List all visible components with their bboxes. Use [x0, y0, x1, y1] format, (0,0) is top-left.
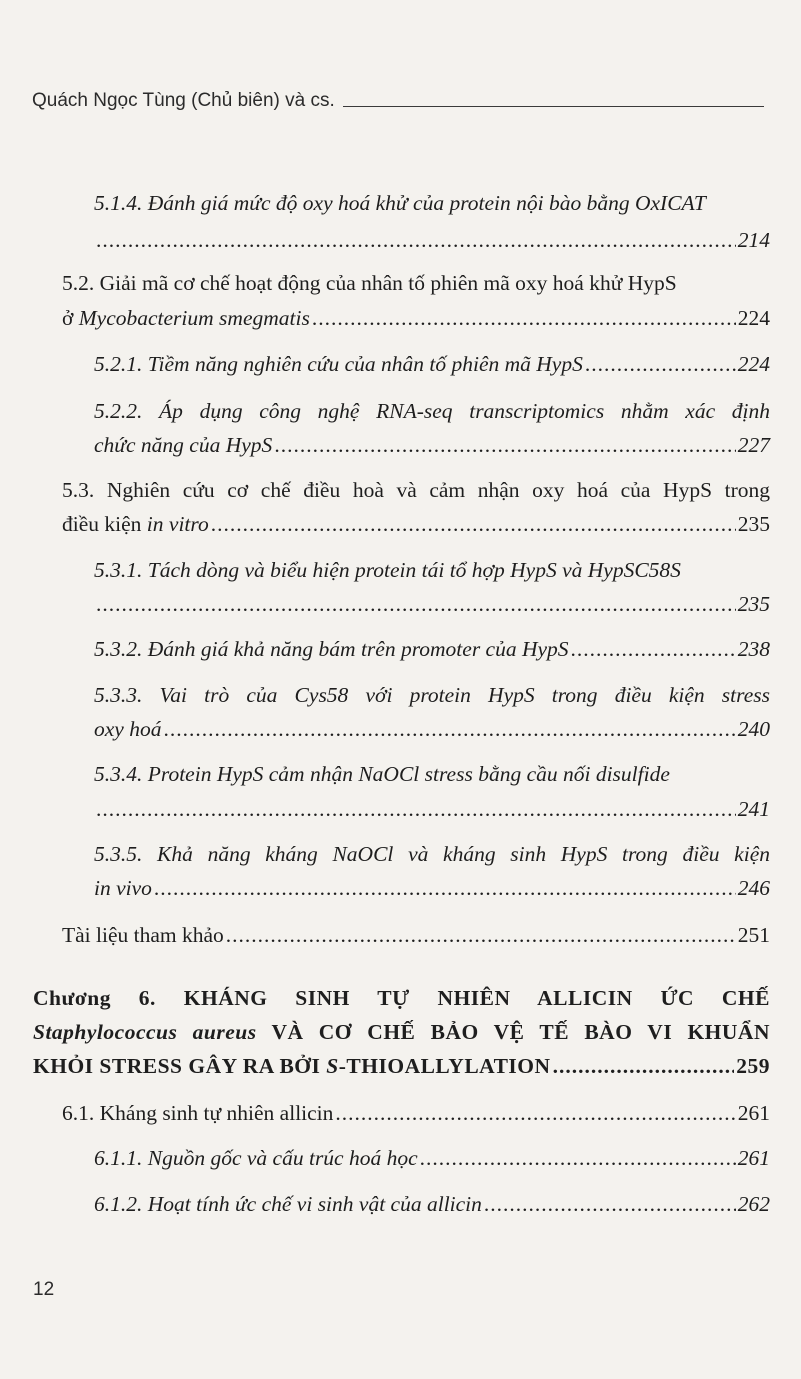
chapter-title: Chương 6. KHÁNG SINH TỰ NHIÊN ALLICIN ỨC CHẾ — [33, 986, 770, 1010]
toc-entry-title-cont: in vivo — [94, 876, 152, 900]
leader-dots — [211, 511, 736, 537]
toc-page-number: 238 — [737, 637, 770, 661]
toc-entry-title-cont: oxy hoá — [94, 717, 162, 741]
toc-entry-title: 5.2. Giải mã cơ chế hoạt động của nhân tố phiên mã oxy hoá khử HypS — [62, 271, 677, 295]
toc-entry-title: 6.1.2. Hoạt tính ức chế vi sinh vật của allicin — [94, 1192, 482, 1216]
toc-entry-5-2-line1 — [62, 270, 770, 296]
toc-entry-5-3-5-line1 — [94, 841, 770, 867]
leader-dots — [484, 1191, 736, 1217]
toc-page-number: 214 — [737, 228, 770, 252]
toc-page-number: 246 — [737, 876, 770, 900]
toc-entry-references — [62, 922, 770, 948]
toc-page-number: 224 — [737, 352, 770, 376]
leader-dots — [312, 305, 736, 331]
toc-page-number: 241 — [737, 797, 770, 821]
toc-entry-title-cont: chức năng của HypS — [94, 433, 273, 457]
toc-chapter-6-line3 — [33, 1053, 770, 1079]
toc-entry-5-3-4-line1 — [94, 761, 770, 787]
toc-entry-title: 6.1. Kháng sinh tự nhiên allicin — [62, 1101, 334, 1125]
toc-entry-title: 5.3. Nghiên cứu cơ chế điều hoà và cảm nhận oxy hoá của HypS trong — [62, 478, 770, 502]
toc-entry-title: 5.2.1. Tiềm năng nghiên cứu của nhân tố phiên mã HypS — [94, 352, 583, 376]
toc-entry-5-2-2-line2 — [94, 432, 770, 458]
leader-dots — [96, 796, 736, 822]
species-name: Staphylococcus aureus — [33, 1020, 257, 1044]
toc-page-number: 261 — [737, 1146, 770, 1170]
leader-dots — [226, 922, 736, 948]
toc-entry-6-1-2 — [94, 1191, 770, 1217]
toc-entry-5-3-2 — [94, 636, 770, 662]
toc-entry-6-1-1 — [94, 1145, 770, 1171]
leader-dots — [335, 1100, 735, 1126]
toc-entry-5-3-3-line1 — [94, 682, 770, 708]
toc-entry-title: 5.3.2. Đánh giá khả năng bám trên promoter của HypS — [94, 637, 569, 661]
toc-entry-5-3-5-line2 — [94, 875, 770, 901]
toc-entry-5-3-line1 — [62, 477, 770, 503]
toc-entry-6-1 — [62, 1100, 770, 1126]
toc-entry-title: 5.3.1. Tách dòng và biểu hiện protein tái tổ hợp HypS và HypSC58S — [94, 558, 681, 582]
header-rule — [343, 106, 764, 107]
page-number: 12 — [33, 1279, 55, 1300]
leader-dots — [274, 432, 735, 458]
leader-dots — [154, 875, 736, 901]
toc-page-number: 224 — [737, 306, 770, 330]
leader-dots — [553, 1053, 735, 1079]
toc-page-number: 240 — [737, 717, 770, 741]
chapter-title-cont: Staphylococcus aureus VÀ CƠ CHẾ BẢO VỆ TẾ BÀO VI KHUẨN — [33, 1020, 770, 1044]
toc-entry-title: 5.3.3. Vai trò của Cys58 với protein HypS trong điều kiện stress — [94, 683, 770, 707]
leader-dots — [420, 1145, 736, 1171]
italic-term: in vitro — [146, 512, 209, 536]
chapter-title-cont: KHỎI STRESS GÂY RA BỞI S-THIOALLYLATION — [33, 1054, 551, 1078]
toc-entry-title: 5.2.2. Áp dụng công nghệ RNA-seq transcriptomics nhằm xác định — [94, 399, 770, 423]
leader-dots — [585, 351, 736, 377]
toc-page-number: 251 — [737, 923, 770, 947]
toc-page-number: 259 — [736, 1054, 770, 1078]
toc-entry-title: Tài liệu tham khảo — [62, 923, 224, 947]
toc-entry-title: 5.1.4. Đánh giá mức độ oxy hoá khử của protein nội bào bằng OxICAT — [94, 191, 706, 215]
toc-entry-5-2-line2 — [62, 305, 770, 331]
running-header — [32, 84, 764, 112]
toc-entry-5-2-1 — [94, 351, 770, 377]
toc-entry-5-2-2-line1 — [94, 398, 770, 424]
toc-page-number: 262 — [737, 1192, 770, 1216]
leader-dots — [96, 591, 736, 617]
toc-entry-5-1-4-line1 — [94, 190, 770, 216]
toc-entry-title: 6.1.1. Nguồn gốc và cấu trúc hoá học — [94, 1146, 418, 1170]
toc-page-number: 235 — [737, 592, 770, 616]
leader-dots — [571, 636, 736, 662]
leader-dots — [163, 716, 735, 742]
toc-entry-title-cont: điều kiện in vitro — [62, 512, 209, 536]
species-name: Mycobacterium smegmatis — [78, 306, 310, 330]
toc-page-number: 235 — [737, 512, 770, 536]
toc-chapter-6-line1 — [33, 985, 770, 1011]
toc-page-number: 261 — [737, 1101, 770, 1125]
toc-entry-title-cont: ở Mycobacterium smegmatis — [62, 306, 310, 330]
toc-page-number: 227 — [737, 433, 770, 457]
leader-dots — [96, 227, 736, 253]
toc-chapter-6-line2 — [33, 1019, 770, 1045]
running-title: Quách Ngọc Tùng (Chủ biên) và cs. — [32, 90, 335, 111]
toc-entry-5-3-4-line2 — [94, 796, 770, 822]
toc-entry-title: 5.3.4. Protein HypS cảm nhận NaOCl stress bằng cầu nối disulfide — [94, 762, 670, 786]
toc-entry-5-3-1-line2 — [94, 591, 770, 617]
toc-entry-5-3-1-line1 — [94, 557, 770, 583]
toc-entry-5-3-3-line2 — [94, 716, 770, 742]
toc-entry-5-3-line2 — [62, 511, 770, 537]
toc-entry-5-1-4-line2 — [94, 227, 770, 253]
toc-entry-title: 5.3.5. Khả năng kháng NaOCl và kháng sinh HypS trong điều kiện — [94, 842, 770, 866]
